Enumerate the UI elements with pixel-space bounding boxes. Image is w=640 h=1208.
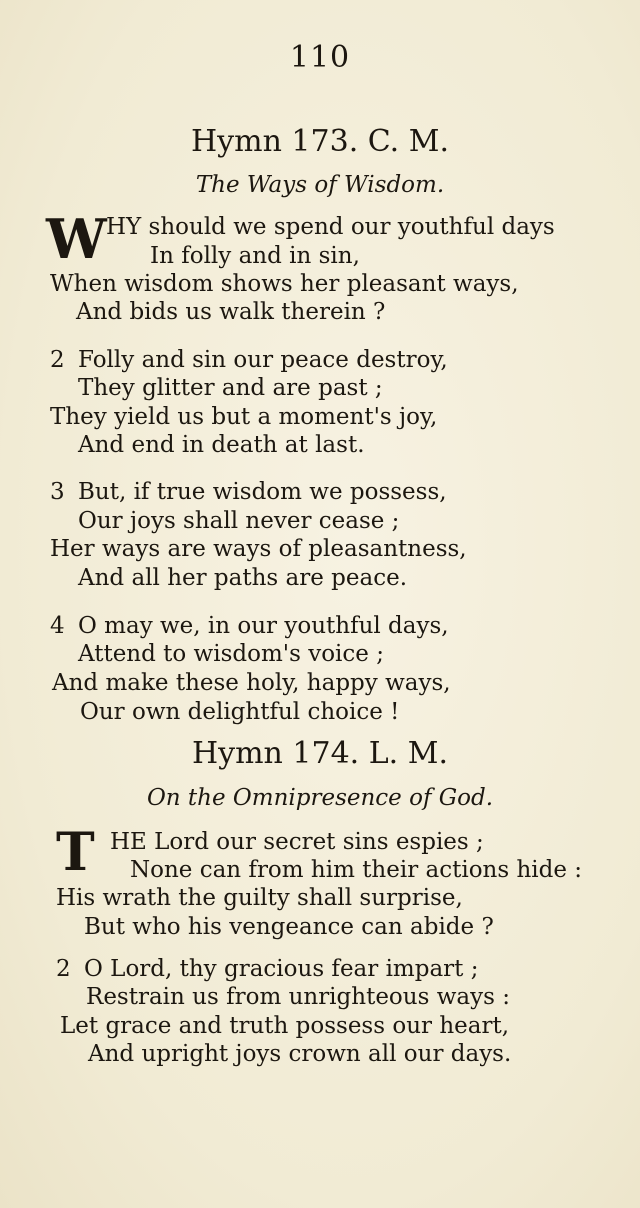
verse-line: When wisdom shows her pleasant ways, bbox=[50, 271, 519, 297]
verse-line: And upright joys crown all our days. bbox=[88, 1041, 512, 1067]
verse-line: And make these holy, happy ways, bbox=[52, 670, 451, 696]
page-number: 110 bbox=[289, 40, 351, 75]
verse-line: Folly and sin our peace destroy, bbox=[78, 347, 448, 373]
verse-line: But, if true wisdom we possess, bbox=[78, 479, 447, 505]
verse-line: Let grace and truth possess our heart, bbox=[60, 1013, 510, 1039]
verse-line: Attend to wisdom's voice ; bbox=[78, 641, 384, 667]
verse-line: O may we, in our youthful days, bbox=[78, 613, 449, 639]
verse-line: None can from him their actions hide : bbox=[130, 857, 583, 883]
hymn-title: Hymn 173. C. M. bbox=[191, 124, 449, 159]
hymn-subtitle: On the Omnipresence of God. bbox=[146, 785, 494, 811]
verse-line: In folly and in sin, bbox=[150, 243, 360, 269]
verse-line: Our own delightful choice ! bbox=[80, 699, 400, 725]
hymn-subtitle: The Ways of Wisdom. bbox=[195, 172, 445, 198]
verse-line: HE Lord our secret sins espies ; bbox=[110, 829, 484, 855]
verse-line: And bids us walk therein ? bbox=[76, 299, 386, 325]
verse-line: His wrath the guilty shall surprise, bbox=[56, 885, 463, 911]
stanza-number: 4 bbox=[50, 613, 65, 639]
hymn-title: Hymn 174. L. M. bbox=[192, 736, 448, 771]
verse-line: But who his vengeance can abide ? bbox=[84, 914, 494, 940]
verse-line: And all her paths are peace. bbox=[78, 565, 408, 591]
stanza-number: 3 bbox=[50, 479, 65, 505]
verse-line: Our joys shall never cease ; bbox=[78, 508, 400, 534]
stanza-number: 2 bbox=[56, 956, 71, 982]
verse-line: Her ways are ways of pleasantness, bbox=[50, 536, 467, 562]
verse-line: They glitter and are past ; bbox=[78, 375, 383, 401]
verse-line: And end in death at last. bbox=[78, 432, 365, 458]
stanza-number: 2 bbox=[50, 347, 65, 373]
drop-cap: W bbox=[46, 207, 107, 271]
verse-line: Restrain us from unrighteous ways : bbox=[86, 984, 510, 1010]
verse-line: O Lord, thy gracious fear impart ; bbox=[84, 956, 479, 982]
verse-line: They yield us but a moment's joy, bbox=[50, 404, 438, 430]
verse-line: HY should we spend our youthful days bbox=[106, 214, 555, 240]
drop-cap: T bbox=[56, 822, 95, 883]
